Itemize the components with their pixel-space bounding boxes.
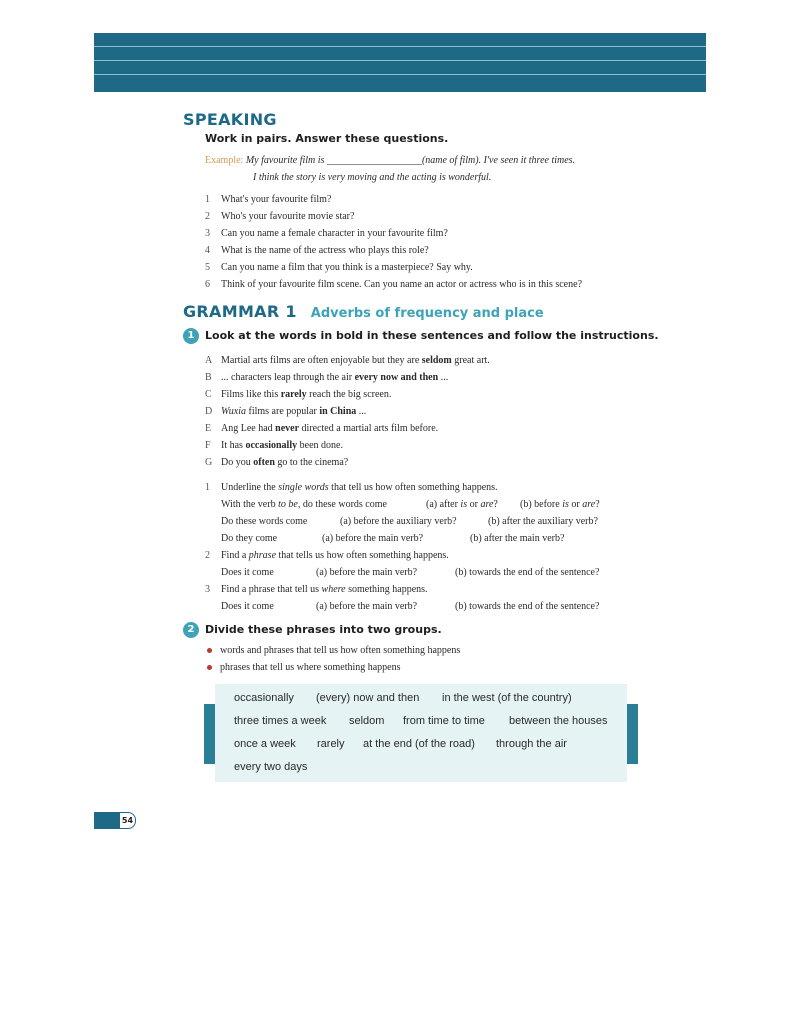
- task-2-line-2: Does it come: [221, 567, 274, 578]
- exercise-2-number: 2: [183, 622, 199, 638]
- task-2-option-b: (b) towards the end of the sentence?: [455, 567, 600, 578]
- page-number-tab: [94, 812, 120, 829]
- page-number: 54: [120, 812, 136, 829]
- example-line-2: I think the story is very moving and the acting is wonderful.: [253, 172, 492, 183]
- question-3: 3 Can you name a female character in your favourite film?: [205, 228, 448, 239]
- task-3-option-b: (b) towards the end of the sentence?: [455, 601, 600, 612]
- sentence-a: A Martial arts films are often enjoyable but they are seldom great art.: [205, 355, 490, 366]
- sentence-g: G Do you often go to the cinema?: [205, 457, 349, 468]
- task-1-line-4: Do they come: [221, 533, 278, 544]
- bullet-icon: [207, 665, 212, 670]
- question-4: 4 What is the name of the actress who plays this role?: [205, 245, 429, 256]
- grammar-subtitle: Adverbs of frequency and place: [310, 306, 544, 321]
- task-3-line-2: Does it come: [221, 601, 274, 612]
- phrase-box-left-tab: [204, 704, 215, 764]
- exercise-1-number: 1: [183, 328, 199, 344]
- example-line-1: Example: My favourite film is ___________________(name of film). I've seen it three times.: [205, 155, 576, 166]
- sentence-f: F It has occasionally been done.: [205, 440, 343, 451]
- task-1-line-3-a: (a) before the auxiliary verb?: [340, 516, 457, 527]
- task-1-option-b: (b) before is or are?: [520, 499, 600, 510]
- task-1-line-3: Do these words come: [221, 516, 308, 527]
- phrase: from time to time: [403, 715, 485, 727]
- exercise-2-instruction: Divide these phrases into two groups.: [205, 623, 442, 636]
- sentence-b: B ... characters leap through the air every now and then ...: [205, 372, 449, 383]
- question-2: 2 Who's your favourite movie star?: [205, 211, 355, 222]
- phrase: through the air: [496, 738, 567, 750]
- bullet-item: phrases that tell us where something happens: [207, 662, 401, 673]
- task-2: 2 Find a phrase that tells us how often something happens.: [205, 550, 449, 561]
- phrase: three times a week: [234, 715, 327, 727]
- phrase: at the end (of the road): [363, 738, 475, 750]
- phrase: in the west (of the country): [442, 692, 572, 704]
- question-6: 6 Think of your favourite film scene. Can you name an actor or actress who is in this scene?: [205, 279, 583, 290]
- question-1: 1 What's your favourite film?: [205, 194, 332, 205]
- example-label: Example:: [205, 155, 244, 166]
- speaking-title: SPEAKING: [183, 110, 277, 129]
- header-band: [94, 33, 706, 92]
- sentence-c: C Films like this rarely reach the big screen.: [205, 389, 392, 400]
- phrase: seldom: [349, 715, 385, 727]
- exercise-1-instruction: Look at the words in bold in these sentences and follow the instructions.: [205, 329, 659, 342]
- phrase: between the houses: [509, 715, 608, 727]
- task-3: 3 Find a phrase that tell us where something happens.: [205, 584, 428, 595]
- task-2-option-a: (a) before the main verb?: [316, 567, 418, 578]
- bullet-item: words and phrases that tell us how often something happens: [207, 645, 460, 656]
- task-1-line-3-b: (b) after the auxiliary verb?: [488, 516, 598, 527]
- phrase: once a week: [234, 738, 296, 750]
- speaking-instruction: Work in pairs. Answer these questions.: [205, 132, 449, 145]
- grammar-heading: [183, 302, 544, 322]
- sentence-e: E Ang Lee had never directed a martial arts film before.: [205, 423, 439, 434]
- bullet-icon: [207, 648, 212, 653]
- phrase: (every) now and then: [316, 692, 420, 704]
- grammar-title: GRAMMAR 1: [183, 302, 297, 321]
- task-3-option-a: (a) before the main verb?: [316, 601, 418, 612]
- task-1-option-a: (a) after is or are?: [426, 499, 498, 510]
- sentence-d: D Wuxia films are popular in China ...: [205, 406, 367, 417]
- task-1-line-2: With the verb to be, do these words come: [221, 499, 387, 510]
- task-1: 1 Underline the single words that tell us how often something happens.: [205, 482, 498, 493]
- question-5: 5 Can you name a film that you think is a masterpiece? Say why.: [205, 262, 473, 273]
- phrase: occasionally: [234, 692, 294, 704]
- phrase-box-right-tab: [627, 704, 638, 764]
- task-1-line-4-b: (b) after the main verb?: [470, 533, 565, 544]
- task-1-line-4-a: (a) before the main verb?: [322, 533, 424, 544]
- phrase: every two days: [234, 761, 308, 773]
- phrase: rarely: [317, 738, 345, 750]
